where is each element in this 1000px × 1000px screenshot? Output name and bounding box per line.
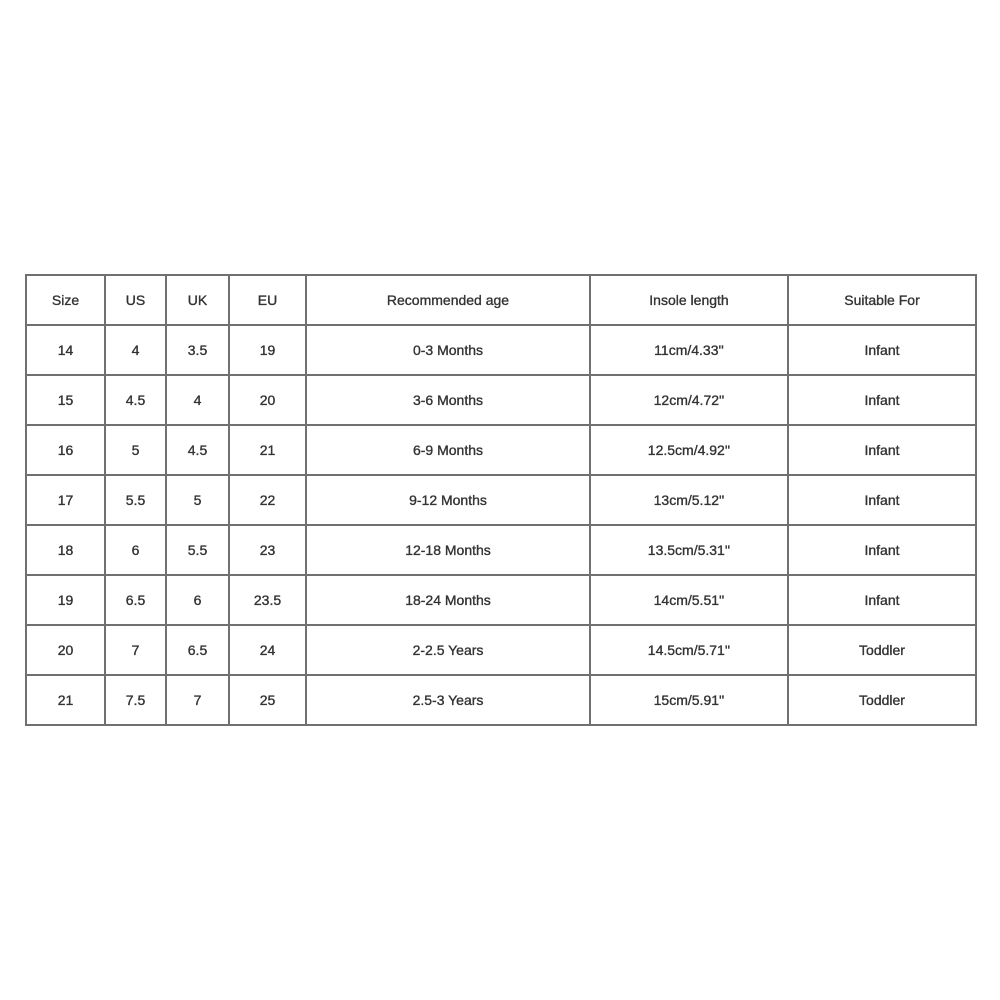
cell-recommended-age: 12-18 Months [306, 525, 590, 575]
cell-recommended-age: 6-9 Months [306, 425, 590, 475]
cell-eu: 23.5 [229, 575, 306, 625]
size-chart-table [25, 274, 977, 726]
cell-recommended-age: 18-24 Months [306, 575, 590, 625]
cell-uk: 5.5 [166, 525, 229, 575]
table-row [26, 675, 976, 725]
cell-uk: 4 [166, 375, 229, 425]
cell-eu: 20 [229, 375, 306, 425]
cell-insole-length: 11cm/4.33'' [590, 325, 788, 375]
cell-uk: 7 [166, 675, 229, 725]
cell-insole-length: 12cm/4.72'' [590, 375, 788, 425]
table-header-row [26, 275, 976, 325]
cell-suitable-for: Infant [788, 525, 976, 575]
cell-suitable-for: Infant [788, 575, 976, 625]
cell-recommended-age: 2.5-3 Years [306, 675, 590, 725]
cell-size: 17 [26, 475, 105, 525]
header-us: US [105, 275, 166, 325]
header-size: Size [26, 275, 105, 325]
cell-suitable-for: Infant [788, 475, 976, 525]
cell-suitable-for: Toddler [788, 675, 976, 725]
cell-uk: 6 [166, 575, 229, 625]
cell-size: 19 [26, 575, 105, 625]
header-suitable-for: Suitable For [788, 275, 976, 325]
cell-us: 6 [105, 525, 166, 575]
table-row [26, 425, 976, 475]
cell-eu: 21 [229, 425, 306, 475]
cell-uk: 3.5 [166, 325, 229, 375]
cell-suitable-for: Infant [788, 425, 976, 475]
cell-suitable-for: Infant [788, 325, 976, 375]
cell-uk: 6.5 [166, 625, 229, 675]
cell-eu: 23 [229, 525, 306, 575]
cell-recommended-age: 2-2.5 Years [306, 625, 590, 675]
cell-size: 15 [26, 375, 105, 425]
cell-recommended-age: 0-3 Months [306, 325, 590, 375]
cell-size: 20 [26, 625, 105, 675]
cell-us: 7.5 [105, 675, 166, 725]
cell-insole-length: 14.5cm/5.71'' [590, 625, 788, 675]
cell-insole-length: 13cm/5.12'' [590, 475, 788, 525]
cell-us: 5 [105, 425, 166, 475]
table-row [26, 325, 976, 375]
cell-us: 4.5 [105, 375, 166, 425]
table-row [26, 575, 976, 625]
cell-size: 18 [26, 525, 105, 575]
header-uk: UK [166, 275, 229, 325]
cell-recommended-age: 9-12 Months [306, 475, 590, 525]
cell-suitable-for: Toddler [788, 625, 976, 675]
cell-insole-length: 13.5cm/5.31'' [590, 525, 788, 575]
cell-eu: 24 [229, 625, 306, 675]
cell-us: 6.5 [105, 575, 166, 625]
header-eu: EU [229, 275, 306, 325]
cell-suitable-for: Infant [788, 375, 976, 425]
cell-insole-length: 15cm/5.91'' [590, 675, 788, 725]
cell-uk: 4.5 [166, 425, 229, 475]
cell-insole-length: 12.5cm/4.92'' [590, 425, 788, 475]
cell-size: 14 [26, 325, 105, 375]
cell-us: 7 [105, 625, 166, 675]
cell-recommended-age: 3-6 Months [306, 375, 590, 425]
table-row [26, 525, 976, 575]
cell-eu: 25 [229, 675, 306, 725]
cell-size: 21 [26, 675, 105, 725]
table-row [26, 375, 976, 425]
table-row [26, 625, 976, 675]
table-row [26, 475, 976, 525]
header-insole-length: Insole length [590, 275, 788, 325]
cell-size: 16 [26, 425, 105, 475]
table-body [26, 325, 976, 725]
cell-eu: 19 [229, 325, 306, 375]
cell-eu: 22 [229, 475, 306, 525]
cell-us: 4 [105, 325, 166, 375]
cell-us: 5.5 [105, 475, 166, 525]
header-recommended-age: Recommended age [306, 275, 590, 325]
cell-insole-length: 14cm/5.51'' [590, 575, 788, 625]
cell-uk: 5 [166, 475, 229, 525]
